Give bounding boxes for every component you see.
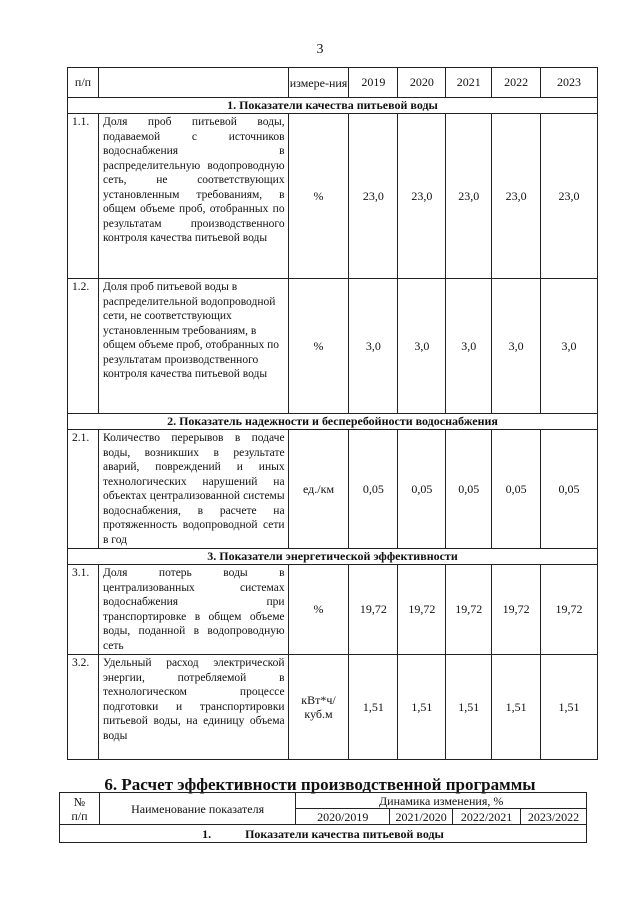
dynamics-header: Динамика изменения, % — [296, 793, 587, 809]
value-cell: 23,0 — [349, 114, 398, 279]
value-cell: 0,05 — [349, 430, 398, 549]
value-cell: 1,51 — [541, 655, 598, 760]
value-cell: 19,72 — [492, 565, 541, 655]
header-unit: измере-ния — [288, 68, 349, 98]
value-cell: 1,51 — [398, 655, 446, 760]
section-title: 2. Показатель надежности и бесперебойности водоснабжения — [68, 414, 598, 430]
page-number: 3 — [316, 42, 324, 57]
value-cell: 0,05 — [446, 430, 492, 549]
header-year-2022: 2022 — [492, 68, 541, 98]
header-year-2023: 2023 — [541, 68, 598, 98]
row-number: 2.1. — [68, 430, 99, 549]
efficiency-name-header: Наименование показателя — [99, 793, 295, 825]
section-title: 1. Показатели качества питьевой воды — [68, 98, 598, 114]
value-cell: 19,72 — [541, 565, 598, 655]
header-year-2019: 2019 — [349, 68, 398, 98]
value-cell: 0,05 — [398, 430, 446, 549]
table-row — [68, 565, 598, 655]
header-num: п/п — [68, 68, 99, 98]
section-num: 1. — [202, 826, 212, 841]
value-cell: 3,0 — [398, 279, 446, 414]
unit-cell: ед./км — [288, 430, 349, 549]
value-cell: 3,0 — [541, 279, 598, 414]
value-cell: 1,51 — [446, 655, 492, 760]
indicator-name: Удельный расход электрической энергии, потребляемой в технологическом процессе подготовки и транспортировки питьевой воды, на единицу объема воды — [98, 655, 288, 760]
table-row — [68, 655, 598, 760]
section-row — [68, 414, 598, 430]
value-cell: 19,72 — [446, 565, 492, 655]
unit-cell: кВт*ч/ куб.м — [288, 655, 349, 760]
value-cell: 23,0 — [398, 114, 446, 279]
unit-cell: % — [288, 279, 349, 414]
period-cell: 2020/2019 — [296, 809, 390, 825]
section-title: 3. Показатели энергетической эффективности — [68, 549, 598, 565]
header-year-2020: 2020 — [398, 68, 446, 98]
indicator-name: Доля проб питьевой воды, подаваемой с источников водоснабжения в распределительную водопроводную сеть, не соответствующих установленным требованиям, в общем объеме проб, отобранных по результатам производственного контроля качества питьевой воды — [98, 114, 288, 279]
indicator-name: Количество перерывов в подаче воды, возникших в результате аварий, повреждений и иных технологических нарушений на объектах централизованной системы водоснабжения, в расчете на протяженность водопроводной сети в год — [98, 430, 288, 549]
header-year-2021: 2021 — [446, 68, 492, 98]
row-number: 3.2. — [68, 655, 99, 760]
table-row — [68, 430, 598, 549]
value-cell: 1,51 — [492, 655, 541, 760]
efficiency-num-header — [60, 793, 100, 825]
section-row — [68, 549, 598, 565]
indicators-table — [67, 67, 598, 760]
unit-cell: % — [288, 114, 349, 279]
table-row — [68, 279, 598, 414]
efficiency-table — [59, 792, 587, 843]
value-cell: 0,05 — [541, 430, 598, 549]
period-cell: 2022/2021 — [453, 809, 521, 825]
table-header-row — [68, 68, 598, 98]
indicator-name: Доля потерь воды в централизованных системах водоснабжения при транспортировке в общем объеме воды, поданной в водопроводную сеть — [98, 565, 288, 655]
value-cell: 3,0 — [349, 279, 398, 414]
value-cell: 3,0 — [492, 279, 541, 414]
section-row — [60, 825, 587, 843]
table-row — [68, 114, 598, 279]
row-number: 1.2. — [68, 279, 99, 414]
row-number: 1.1. — [68, 114, 99, 279]
value-cell: 19,72 — [349, 565, 398, 655]
period-cell: 2023/2022 — [521, 809, 587, 825]
value-cell: 23,0 — [492, 114, 541, 279]
value-cell: 0,05 — [492, 430, 541, 549]
num-label: п/п — [71, 808, 88, 823]
efficiency-header-row — [60, 793, 587, 809]
num-sign: № — [73, 794, 86, 809]
section-title — [60, 825, 587, 843]
section-row — [68, 98, 598, 114]
value-cell: 3,0 — [446, 279, 492, 414]
section-title-text: Показатели качества питьевой воды — [245, 826, 444, 841]
header-name — [98, 68, 288, 98]
row-number: 3.1. — [68, 565, 99, 655]
value-cell: 23,0 — [446, 114, 492, 279]
period-cell: 2021/2020 — [390, 809, 453, 825]
value-cell: 23,0 — [541, 114, 598, 279]
indicator-name: Доля проб питьевой воды в распределительной водопроводной сети, не соответствующих установленным требованиям, в общем объеме проб, отобранных по результатам производственного контроля качества питьевой воды — [98, 279, 288, 414]
unit-cell: % — [288, 565, 349, 655]
section-6-heading: 6. Расчет эффективности производственной программы — [104, 775, 536, 794]
value-cell: 19,72 — [398, 565, 446, 655]
value-cell: 1,51 — [349, 655, 398, 760]
